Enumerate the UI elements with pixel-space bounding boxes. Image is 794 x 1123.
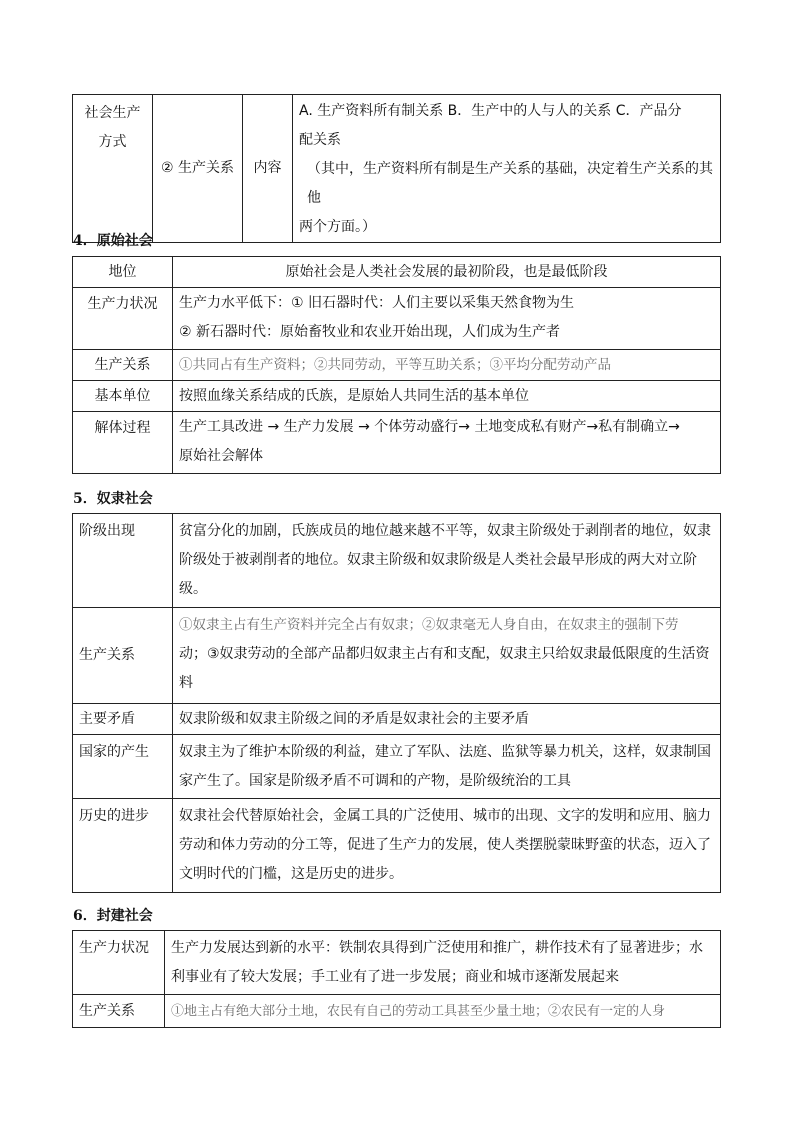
row-status-text: 原始社会是人类社会发展的最初阶段，也是最低阶段 <box>173 257 721 288</box>
dissolution-line-1: 生产工具改进 → 生产力发展 → 个体劳动盛行→ 土地变成私有财产→私有制确立→ <box>179 419 680 435</box>
slave-relations-line-3: 料 <box>179 675 193 691</box>
row-unit-text: 按照血缘关系结成的氏族，是原始人共同生活的基本单位 <box>173 381 721 412</box>
state-line-1: 奴隶主为了维护本阶级的利益，建立了军队、法庭、监狱等暴力机关，这样，奴隶制国 <box>179 744 711 760</box>
progress-line-3: 文明时代的门槛，这是历史的进步。 <box>179 866 403 882</box>
table-primitive-society <box>72 256 721 474</box>
row-productivity-text <box>173 288 721 350</box>
row-dissolution-text <box>173 412 721 474</box>
feudal-productivity-line-1: 生产力发展达到新的水平：铁制农具得到广泛使用和推广，耕作技术有了显著进步；水 <box>171 940 703 956</box>
table-feudal-society <box>72 930 721 1028</box>
productivity-line-1: 生产力水平低下：① 旧石器时代：人们主要以采集天然食物为生 <box>179 295 574 311</box>
content-line-2: 配关系 <box>299 132 341 148</box>
content-line-3: （其中，生产资料所有制是生产关系的基础，决定着生产关系的其他 <box>307 161 713 206</box>
slave-relations-line-2: 动；③奴隶劳动的全部产品都归奴隶主占有和支配，奴隶主只给奴隶最低限度的生活资 <box>179 646 710 662</box>
row-contradiction-label: 主要矛盾 <box>73 704 173 735</box>
row-progress-label: 历史的进步 <box>73 799 173 893</box>
class-line-2: 阶级处于被剥削者的地位。奴隶主阶级和奴隶阶级是人类社会最早形成的两大对立阶 <box>179 552 697 568</box>
row-state-text <box>173 735 721 799</box>
content-line-1: A. 生产资料所有制关系 B．生产中的人与人的关系 C．产品分 <box>299 103 682 119</box>
state-line-2: 家产生了。国家是阶级矛盾不可调和的产物，是阶级统治的工具 <box>179 773 571 789</box>
dissolution-line-2: 原始社会解体 <box>179 448 263 464</box>
row-feudal-productivity-label: 生产力状况 <box>73 931 165 995</box>
row-feudal-relations-text: ①地主占有绝大部分土地，农民有自己的劳动工具甚至少量土地；②农民有一定的人身 <box>165 995 721 1028</box>
row-contradiction-text: 奴隶阶级和奴隶主阶级之间的矛盾是奴隶社会的主要矛盾 <box>173 704 721 735</box>
mode-label-line-1: 社会生产 <box>84 105 141 121</box>
table-slave-society <box>72 513 721 893</box>
row-progress-text <box>173 799 721 893</box>
cell-content-text <box>293 95 721 243</box>
row-productivity-label: 生产力状况 <box>73 288 173 350</box>
cell-relation-label: ② 生产关系 <box>153 95 243 243</box>
row-slave-relations-label: 生产关系 <box>73 608 173 704</box>
heading-feudal-society: 6．封建社会 <box>73 908 153 924</box>
cell-content-label: 内容 <box>243 95 293 243</box>
row-slave-relations-text <box>173 608 721 704</box>
mode-label-line-2: 方式 <box>98 134 127 150</box>
slave-relations-line-1: ①奴隶主占有生产资料并完全占有奴隶；②奴隶毫无人身自由，在奴隶主的强制下劳 <box>179 617 679 633</box>
row-relations-label: 生产关系 <box>73 350 173 381</box>
row-class-text <box>173 514 721 608</box>
row-unit-label: 基本单位 <box>73 381 173 412</box>
heading-slave-society: 5．奴隶社会 <box>73 491 153 507</box>
row-status-label: 地位 <box>73 257 173 288</box>
progress-line-2: 劳动和体力劳动的分工等，促进了生产力的发展，使人类摆脱蒙昧野蛮的状态，迈入了 <box>179 837 711 853</box>
row-feudal-productivity-text <box>165 931 721 995</box>
progress-line-1: 奴隶社会代替原始社会，金属工具的广泛使用、城市的出现、文字的发明和应用、脑力 <box>179 808 711 824</box>
table-production-mode <box>72 94 721 243</box>
content-line-4: 两个方面。） <box>299 219 376 235</box>
class-line-1: 贫富分化的加剧，氏族成员的地位越来越不平等，奴隶主阶级处于剥削者的地位，奴隶 <box>179 523 711 539</box>
row-class-label: 阶级出现 <box>73 514 173 608</box>
row-feudal-relations-label: 生产关系 <box>73 995 165 1028</box>
class-line-3: 级。 <box>179 581 207 597</box>
row-dissolution-label: 解体过程 <box>73 412 173 474</box>
row-relations-text: ①共同占有生产资料；②共同劳动，平等互助关系；③平均分配劳动产品 <box>173 350 721 381</box>
feudal-productivity-line-2: 利事业有了较大发展；手工业有了进一步发展；商业和城市逐渐发展起来 <box>171 969 619 985</box>
cell-mode-label <box>73 95 153 243</box>
productivity-line-2: ② 新石器时代：原始畜牧业和农业开始出现，人们成为生产者 <box>179 324 560 340</box>
heading-primitive-society: 4．原始社会 <box>73 233 153 249</box>
row-state-label: 国家的产生 <box>73 735 173 799</box>
